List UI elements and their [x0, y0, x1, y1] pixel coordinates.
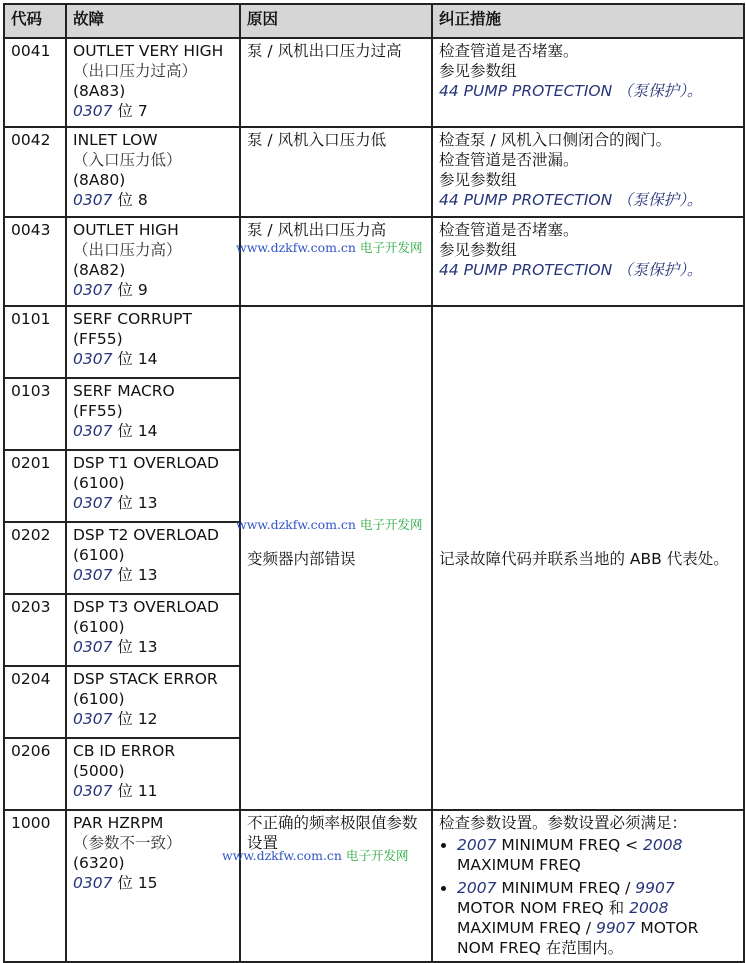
action-cell [432, 810, 744, 962]
code-cell: 0202 [4, 522, 66, 594]
watermark-url: www.dzkfw.com.cn [222, 848, 342, 863]
fault-cn: （出口压力高） [73, 241, 182, 259]
header-code: 代码 [4, 4, 66, 38]
fault-hex: (6100) [73, 690, 125, 708]
param-ref: 0307 [73, 102, 113, 120]
cause-cell: 泵 / 风机出口压力高 [240, 217, 432, 306]
fault-cell [66, 38, 240, 127]
fault-name: PAR HZRPM [73, 814, 164, 832]
action-text: 检查参数设置。参数设置必须满足： [439, 814, 688, 832]
param-ref: 0307 [73, 191, 113, 209]
bit-label: 位 14 [117, 350, 158, 368]
watermark [222, 846, 408, 864]
watermark-site: 电子开发网 [345, 848, 409, 863]
fault-hex: (5000) [73, 762, 125, 780]
code-cell: 1000 [4, 810, 66, 962]
param-group-ref: 44 PUMP PROTECTION （泵保护）。 [439, 82, 703, 100]
param-name: MAXIMUM FREQ [457, 856, 581, 874]
action-text: 检查管道是否堵塞。 [439, 42, 579, 60]
param-ref: 0307 [73, 350, 113, 368]
requirement-item [457, 878, 737, 958]
code-cell: 0103 [4, 378, 66, 450]
fault-hex: (FF55) [73, 402, 123, 420]
param-ref: 2008 [629, 899, 669, 917]
action-text: 参见参数组 [439, 62, 517, 80]
action-cell [432, 217, 744, 306]
fault-hex: (8A82) [73, 261, 126, 279]
param-name: MOTOR NOM FREQ 和 [457, 899, 630, 917]
table-row [4, 127, 744, 217]
fault-cell [66, 666, 240, 738]
watermark [236, 515, 422, 533]
code-cell: 0201 [4, 450, 66, 522]
watermark-site: 电子开发网 [359, 240, 423, 255]
bit-label: 位 13 [117, 566, 158, 584]
bit-label: 位 7 [117, 102, 148, 120]
action-text: 记录故障代码并联系当地的 ABB 代表处。 [439, 550, 729, 568]
fault-cn: （入口压力低） [73, 151, 182, 169]
header-row [4, 4, 744, 38]
bit-label: 位 12 [117, 710, 158, 728]
bit-label: 位 8 [117, 191, 148, 209]
code-cell: 0203 [4, 594, 66, 666]
fault-cell [66, 522, 240, 594]
header-cause: 原因 [240, 4, 432, 38]
action-text: 参见参数组 [439, 241, 517, 259]
param-group-ref: 44 PUMP PROTECTION （泵保护）。 [439, 261, 703, 279]
table-row [4, 38, 744, 127]
bit-label: 位 13 [117, 638, 158, 656]
fault-hex: (6100) [73, 474, 125, 492]
code-cell: 0041 [4, 38, 66, 127]
bit-label: 位 9 [117, 281, 148, 299]
action-cell [432, 127, 744, 217]
fault-name: DSP STACK ERROR [73, 670, 218, 688]
fault-hex: (6100) [73, 546, 125, 564]
table-row [4, 306, 744, 378]
table-row [4, 217, 744, 306]
bit-label: 位 15 [117, 874, 158, 892]
fault-hex: (6320) [73, 854, 125, 872]
cause-cell: 泵 / 风机出口压力过高 [240, 38, 432, 127]
param-ref: 2007 [457, 879, 497, 897]
code-cell: 0043 [4, 217, 66, 306]
param-ref: 9907 [595, 919, 636, 937]
fault-cell [66, 738, 240, 810]
fault-cell [66, 810, 240, 962]
param-ref: 9907 [635, 879, 675, 897]
fault-cell [66, 594, 240, 666]
requirement-item [457, 835, 737, 875]
bit-label: 位 14 [117, 422, 158, 440]
action-text: 检查泵 / 风机入口侧闭合的阀门。 [439, 131, 672, 149]
cause-cell [240, 306, 432, 810]
action-text: 参见参数组 [439, 171, 517, 189]
fault-name: SERF MACRO [73, 382, 175, 400]
param-ref: 2007 [457, 836, 497, 854]
fault-cell [66, 217, 240, 306]
param-name: MAXIMUM FREQ / [457, 919, 596, 937]
watermark [236, 238, 422, 256]
fault-cn: （出口压力过高） [73, 62, 198, 80]
fault-cell [66, 450, 240, 522]
code-cell: 0204 [4, 666, 66, 738]
param-group-ref: 44 PUMP PROTECTION （泵保护）。 [439, 191, 703, 209]
fault-name: DSP T1 OVERLOAD [73, 454, 219, 472]
fault-name: OUTLET VERY HIGH [73, 42, 224, 60]
cause-text: 变频器内部错误 [247, 550, 356, 568]
fault-hex: (6100) [73, 618, 125, 636]
param-ref: 0307 [73, 874, 113, 892]
code-cell: 0042 [4, 127, 66, 217]
code-cell: 0101 [4, 306, 66, 378]
param-name: MINIMUM FREQ < [496, 836, 644, 854]
fault-name: OUTLET HIGH [73, 221, 179, 239]
param-ref: 0307 [73, 566, 113, 584]
param-ref: 0307 [73, 281, 113, 299]
watermark-url: www.dzkfw.com.cn [236, 517, 356, 532]
bit-label: 位 13 [117, 494, 158, 512]
param-ref: 0307 [73, 782, 113, 800]
fault-name: DSP T2 OVERLOAD [73, 526, 219, 544]
param-ref: 2008 [643, 836, 683, 854]
cause-cell: 泵 / 风机入口压力低 [240, 127, 432, 217]
action-text: 检查管道是否堵塞。 [439, 221, 579, 239]
fault-name: DSP T3 OVERLOAD [73, 598, 219, 616]
action-cell [432, 306, 744, 810]
param-name: MINIMUM FREQ / [496, 879, 636, 897]
watermark-site: 电子开发网 [359, 517, 423, 532]
fault-table [3, 3, 745, 963]
code-cell: 0206 [4, 738, 66, 810]
fault-name: SERF CORRUPT [73, 310, 192, 328]
header-fault: 故障 [66, 4, 240, 38]
fault-cn: （参数不一致） [73, 834, 182, 852]
param-name: MOTOR NOM FREQ 在范围内。 [457, 919, 699, 957]
fault-name: INLET LOW [73, 131, 158, 149]
requirement-list [439, 835, 737, 958]
header-action: 纠正措施 [432, 4, 744, 38]
fault-name: CB ID ERROR [73, 742, 176, 760]
fault-hex: (8A80) [73, 171, 126, 189]
param-ref: 0307 [73, 638, 113, 656]
fault-hex: (FF55) [73, 330, 123, 348]
fault-cell [66, 378, 240, 450]
param-ref: 0307 [73, 422, 113, 440]
table-row [4, 810, 744, 962]
fault-hex: (8A83) [73, 82, 126, 100]
param-ref: 0307 [73, 710, 113, 728]
action-text: 检查管道是否泄漏。 [439, 151, 579, 169]
fault-cell [66, 127, 240, 217]
fault-cell [66, 306, 240, 378]
param-ref: 0307 [73, 494, 113, 512]
watermark-url: www.dzkfw.com.cn [236, 240, 356, 255]
bit-label: 位 11 [117, 782, 158, 800]
action-cell [432, 38, 744, 127]
cause-cell: 不正确的频率极限值参数设置 [240, 810, 432, 962]
